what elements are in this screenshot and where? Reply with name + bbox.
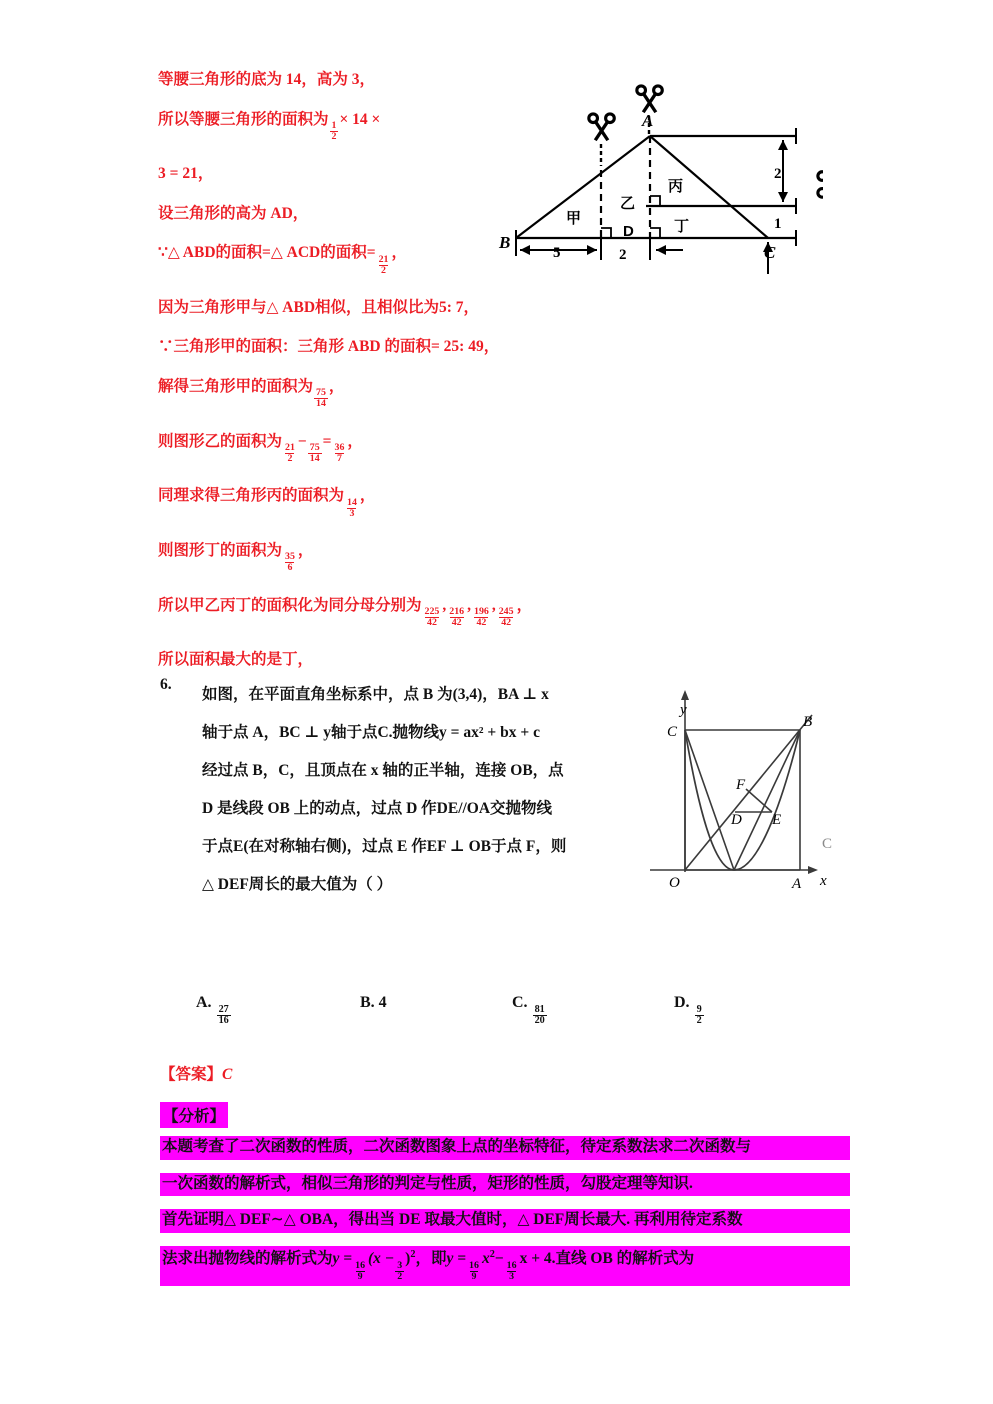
analysis-line-equation	[160, 1246, 850, 1286]
solution-line-13	[158, 652, 588, 668]
equals-sign: =	[322, 432, 332, 450]
option-letter: C.	[512, 994, 528, 1011]
label-region-ding: 丁	[674, 218, 690, 235]
fraction-216-42	[447, 607, 466, 628]
fraction-denominator: 3	[349, 507, 355, 519]
answer-value: C	[222, 1066, 233, 1083]
fraction-denominator: 2	[696, 1015, 702, 1027]
analysis-heading: 【分析】	[160, 1102, 228, 1128]
solution-text: ∵三角形甲的面积：三角形 ABD 的面积= 25: 49，	[158, 338, 500, 356]
eq-y2: y =	[446, 1250, 467, 1268]
analysis-body	[160, 1136, 850, 1299]
coordinate-parabola-figure	[636, 672, 936, 907]
option-c[interactable]	[512, 994, 548, 1026]
fraction-numerator: 21	[285, 441, 295, 453]
fraction-denominator: 20	[534, 1015, 545, 1027]
option-letter: D.	[674, 994, 690, 1011]
fraction-numerator: 196	[473, 605, 489, 617]
solution-text: 则图形乙的面积为	[158, 432, 283, 450]
question-line: △ DEF周长的最大值为（ ）	[202, 876, 393, 893]
fraction-numerator: 245	[498, 605, 514, 617]
axis-label-y: y	[680, 702, 687, 718]
question-line: 如图，在平面直角坐标系中，点 B 为(3,4)，BA ⊥ x	[202, 686, 549, 703]
point-label-B: B	[803, 714, 813, 730]
fraction-196-42	[472, 607, 491, 628]
option-b[interactable]	[360, 994, 387, 1012]
fraction-numerator: 75	[316, 387, 326, 399]
eq-mid1: (x −	[368, 1250, 395, 1268]
comma: ,	[467, 596, 471, 614]
solution-line-6	[158, 300, 588, 316]
eq-y1: y =	[332, 1250, 353, 1268]
fraction-numerator: 36	[334, 441, 345, 453]
fraction-numerator: 16	[355, 1259, 366, 1271]
comma: ,	[491, 596, 496, 614]
isosceles-triangle-figure	[478, 78, 823, 283]
fraction-numerator: 81	[534, 1003, 545, 1015]
fraction-denominator: 2	[397, 1270, 403, 1282]
fraction-35-6	[283, 552, 297, 573]
minus-sign: −	[297, 432, 307, 450]
option-a[interactable]	[196, 994, 232, 1026]
solution-text: 所以甲乙丙丁的面积化为同分母分别为	[158, 596, 422, 614]
point-label-E: E	[772, 812, 782, 828]
solution-text: ∵△ ABD的面积=△ ACD的面积=	[158, 244, 376, 262]
scissors-icon	[589, 114, 614, 140]
fraction-75-14	[314, 388, 328, 409]
fraction-denominator: 42	[501, 617, 512, 629]
option-d[interactable]	[674, 994, 705, 1026]
solution-text: ，	[516, 596, 533, 614]
label-C: C	[764, 243, 776, 262]
question-number: 6.	[160, 676, 172, 693]
label-D: D	[623, 223, 634, 240]
fraction-225-42	[423, 607, 442, 628]
option-d-fraction	[695, 1005, 704, 1027]
fraction-denominator: 14	[309, 453, 320, 465]
question-body	[202, 676, 625, 904]
fraction-16-3	[505, 1261, 519, 1282]
solution-text: 解得三角形甲的面积为	[158, 377, 314, 395]
fraction-16-9	[353, 1261, 367, 1282]
point-label-D: D	[731, 812, 742, 828]
fraction-numerator: 3	[397, 1259, 403, 1271]
question-line: 经过点 B，C，且顶点在 x 轴的正半轴，连接 OB，点	[202, 762, 564, 779]
fraction-denominator: 14	[316, 398, 326, 410]
axis-label-x: x	[820, 873, 827, 889]
solution-text: ，	[328, 377, 345, 395]
label-region-yi: 乙	[620, 195, 636, 212]
solution-text: 所以面积最大的是丁，	[158, 651, 314, 669]
fraction-21-2b	[283, 443, 297, 464]
question-line: 轴于点 A，BC ⊥ y轴于点C.抛物线y = ax² + bx + c	[202, 724, 540, 741]
fraction-denominator: 2	[287, 453, 293, 465]
fraction-numerator: 27	[218, 1003, 229, 1015]
answer-label: 【答案】	[160, 1066, 223, 1083]
point-label-A: A	[792, 876, 802, 892]
fraction-numerator: 9	[696, 1003, 702, 1015]
solution-text: ，	[297, 541, 314, 559]
option-c-fraction	[533, 1005, 547, 1027]
point-label-C: C	[667, 724, 678, 740]
dim-2-right: 2	[774, 166, 782, 182]
fraction-3-2	[395, 1261, 404, 1282]
solution-text: ，	[391, 244, 407, 262]
eq-mid3: ，即	[415, 1250, 447, 1268]
solution-text: 所以等腰三角形的面积为	[158, 110, 329, 128]
solution-line-12	[158, 598, 588, 629]
coordinate-figure-svg	[636, 672, 936, 907]
fraction-denominator: 6	[287, 562, 293, 574]
fraction-denominator: 42	[451, 617, 462, 629]
solution-text: 3 = 21，	[158, 165, 214, 183]
fraction-16-9b	[467, 1261, 481, 1282]
answer-line	[160, 1062, 232, 1084]
fraction-denominator: 9	[471, 1270, 477, 1282]
eq-x-power: 2	[489, 1249, 495, 1261]
eq-power: 2	[410, 1249, 416, 1261]
solution-text: × 14 ×	[339, 110, 381, 128]
fraction-denominator: 3	[509, 1270, 515, 1282]
fraction-numerator: 16	[506, 1259, 517, 1271]
fraction-numerator: 75	[309, 441, 320, 453]
point-label-O: O	[669, 875, 680, 891]
label-A: A	[642, 111, 654, 130]
fraction-14-3	[345, 498, 359, 519]
label-B: B	[499, 233, 511, 252]
fraction-numerator: 35	[285, 551, 295, 563]
scissors-icon	[637, 86, 662, 112]
fraction-denominator: 2	[381, 264, 386, 276]
analysis-line: 首先证明△ DEF∼△ OBA，得出当 DE 取最大值时，△ DEF周长最大. 再利用待定系数	[160, 1209, 850, 1233]
solution-text: ，	[347, 432, 363, 450]
fraction-numerator: 14	[347, 496, 357, 508]
eq-x: x	[481, 1250, 490, 1268]
solution-text: 因为三角形甲与△ ABD相似，且相似比为5: 7，	[158, 298, 480, 316]
option-letter: B.	[360, 994, 375, 1011]
solution-text: ，	[359, 487, 376, 505]
eq-tail: x + 4.直线 OB 的解析式为	[519, 1250, 695, 1268]
fraction-245-42	[497, 607, 516, 628]
fraction-numerator: 1	[331, 119, 337, 131]
fraction-36-7	[333, 443, 347, 464]
analysis-line: 一次函数的解析式，相似三角形的判定与性质，矩形的性质，勾股定理等知识.	[160, 1173, 850, 1197]
dim-5: 5	[553, 245, 561, 261]
fraction-numerator: 216	[449, 605, 465, 617]
fraction-numerator: 21	[378, 253, 389, 265]
triangle-figure-svg	[478, 78, 823, 283]
fraction-numerator: 16	[469, 1259, 479, 1271]
point-label-F: F	[736, 777, 746, 793]
solution-text: 则图形丁的面积为	[158, 541, 283, 559]
option-b-value: 4	[378, 994, 387, 1011]
fraction-denominator: 7	[336, 453, 342, 465]
eq-mid2: )	[405, 1250, 411, 1268]
stray-mark-label: C	[822, 836, 833, 852]
solution-line-10	[158, 488, 588, 519]
fraction-denominator: 2	[331, 131, 337, 143]
solution-line-7	[158, 339, 588, 355]
question-line: D 是线段 OB 上的动点，过点 D 作DE//OA交抛物线	[202, 800, 553, 817]
eq-minus: −	[494, 1250, 504, 1268]
fraction-denominator: 42	[476, 617, 487, 629]
option-a-fraction	[217, 1005, 231, 1027]
fraction-denominator: 42	[426, 617, 437, 629]
fraction-numerator: 225	[424, 605, 440, 617]
eq-before: 法求出抛物线的解析式为	[162, 1250, 333, 1268]
scissors-icon	[818, 172, 823, 197]
question-6	[160, 676, 625, 904]
solution-line-9	[158, 434, 588, 465]
fraction-one-half	[330, 121, 339, 142]
fraction-denominator: 16	[218, 1015, 229, 1027]
question-line: 于点E(在对称轴右侧)，过点 E 作EF ⊥ OB于点 F，则	[202, 838, 567, 855]
dim-1-right: 1	[774, 216, 782, 232]
fraction-denominator: 9	[357, 1270, 363, 1282]
solution-line-11	[158, 543, 588, 574]
fraction-21-2	[377, 255, 391, 276]
option-letter: A.	[196, 994, 212, 1011]
solution-text: 设三角形的高为 AD，	[158, 204, 309, 222]
label-region-jia: 甲	[566, 210, 582, 227]
fraction-75-14b	[308, 443, 322, 464]
comma: ,	[442, 596, 447, 614]
dim-2-bottom: 2	[619, 247, 627, 263]
solution-line-8	[158, 379, 588, 410]
solution-text: 同理求得三角形丙的面积为	[158, 487, 345, 505]
solution-text: 等腰三角形的底为 14，高为 3，	[158, 71, 376, 88]
label-region-bing: 丙	[668, 178, 684, 195]
analysis-line: 本题考查了二次函数的性质，二次函数图象上点的坐标特征，待定系数法求二次函数与	[160, 1136, 850, 1160]
